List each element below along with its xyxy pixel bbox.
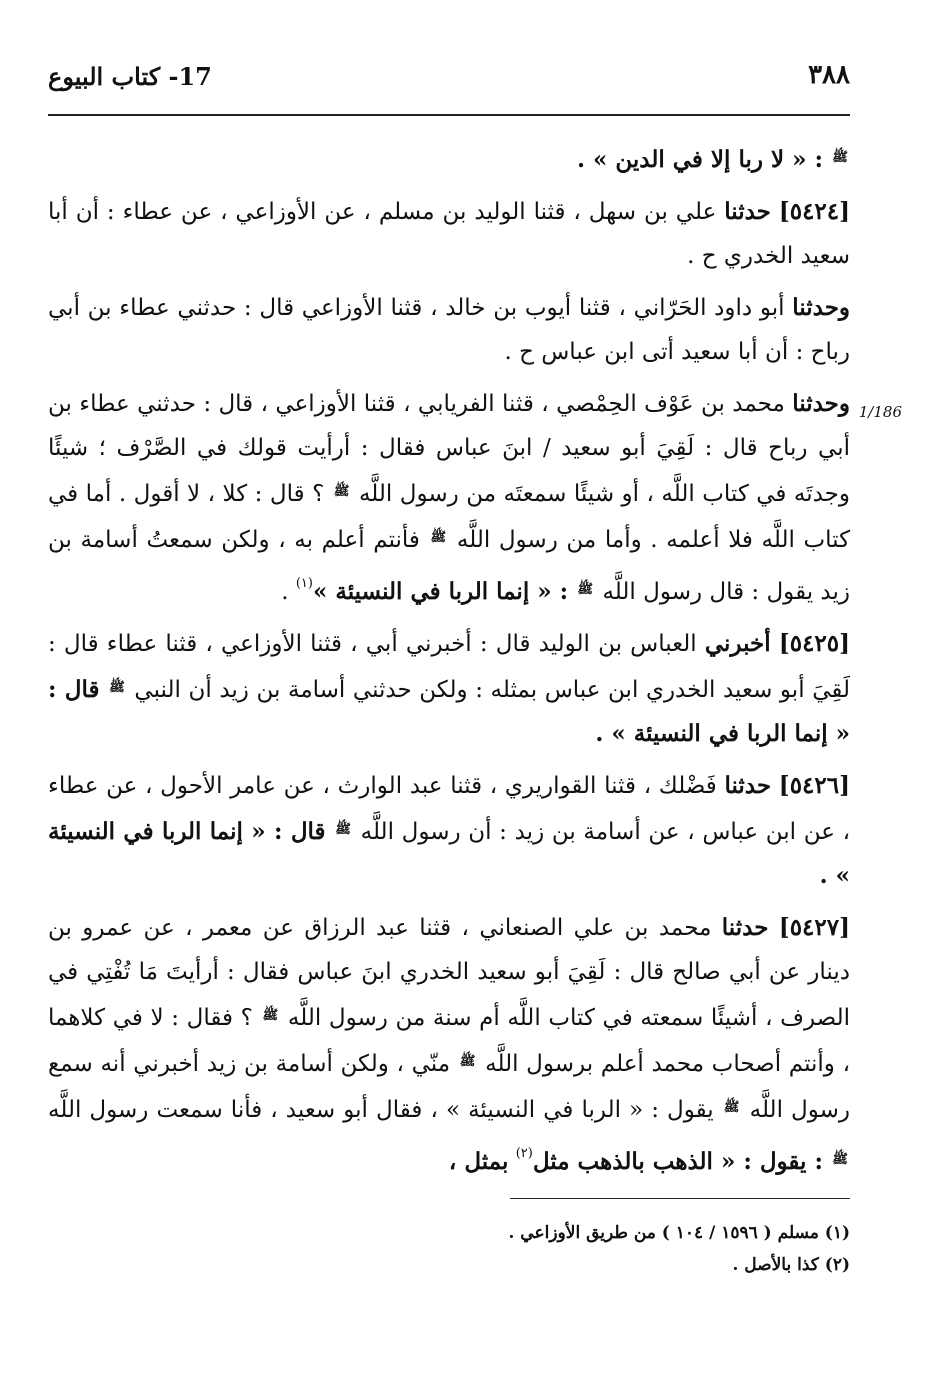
margin-reference: 1/186 [858,403,902,421]
footnote-1: (١) مسلم ( ١٥٩٦ / ١٠٤ ) من طريق الأوزاعي . [508,1223,850,1243]
hadith-text: منّي ، ولكن أسامة بن زيد أخبرني أنه سمع رسول اللَّه [48,1051,851,1123]
period: . [281,579,289,605]
narration-lead: حدثنا [724,198,771,225]
hadith-quote: قال : « إنما الربا في النسيئة » . [48,676,850,747]
hadith-text: بمثل ، [448,1148,509,1175]
hadith-text: ؟ قال : كلا ، لا أقول . أما في كتاب اللَّه فلا أعلمه . وأما من رسول اللَّه [48,481,851,553]
hadith-5424 [48,190,850,278]
hadith-number: [٥٤٢٥] [778,630,851,657]
hadith-5426 [48,764,850,898]
hadith-text: فأنتم أعلم به ، ولكن سمعتُ أسامة بن زيد يقول : قال رسول اللَّه [48,527,850,605]
hadith-text: أبو داود الحَرّاني ، قثنا أيوب بن خالد ، قثنا الأوزاعي قال : حدثني عطاء بن أبي رباح : أن أبا سعيد أتى ابن عباس ح . [48,295,850,365]
hadith-text: علي بن سهل ، قثنا الوليد بن مسلم ، عن الأوزاعي ، عن عطاء : أن أبا سعيد الخدري ح . [48,199,850,269]
hadith-quote: : « إنما الربا في النسيئة » [312,578,569,605]
salawat-glyph: ﷺ [109,680,125,695]
main-text [48,136,902,1184]
running-title: 17- كتاب البيوع [48,62,212,91]
hadith-quote: : « لا ربا إلا في الدين » . [576,146,823,173]
hadith-5427 [48,906,850,1184]
hadith-number: [٥٤٢٧] [778,914,851,941]
narration-lead: أخبرني [704,630,771,657]
hadith-text: يقول : « الربا في النسيئة » ، فقال أبو سعيد ، فأنا سمعت رسول اللَّه [48,1097,714,1123]
narration-lead: حدثنا [721,914,769,941]
salawat-glyph: ﷺ [723,1100,740,1115]
salawat-glyph: ﷺ [459,1054,476,1069]
hadith-text: محمد بن عَوْف الحِمْصي ، قثنا الفريابي ، قثنا الأوزاعي ، قال : حدثني عطاء بن أبي رباح قال : لَقِيَ أبو سعيد / ابنَ عباس فقال : أرأيت قولك في الصَّرْف ؛ شيئًا وجدتَه في كتاب اللَّه ، أو شيئًا سمعتَه من رسول اللَّه [48,391,851,507]
header-rule [48,114,850,116]
salawat-glyph: ﷺ [832,1152,848,1167]
hadith-number: [٥٤٢٦] [778,772,850,799]
narration-lead: حدثنا [724,772,772,799]
hadith-text: محمد بن علي الصنعاني ، قثنا عبد الرزاق عن معمر ، عن عمرو بن دينار عن أبي صالح قال : لَقِيَ أبو سعيد الخدري ابنَ عباس فقال : أرأيتَ مَا تُفْتِي في الصرف ، أشيئًا سمعته في كتاب اللَّه أم سنة من رسول اللَّه [48,915,851,1031]
footnote-2: (٢) كذا بالأصل . [732,1255,850,1275]
footnotes [48,1217,850,1281]
hadith-text: ؟ فقال : لا في كلاهما ، وأنتم أصحاب محمد أعلم برسول اللَّه [48,1005,851,1077]
salawat-glyph: ﷺ [832,150,848,165]
hadith-5425 [48,622,850,756]
salawat-glyph: ﷺ [430,530,447,545]
hadith-text: فَضْلك ، قثنا القواريري ، قثنا عبد الوارث ، عن عامر الأحول ، عن عطاء ، عن ابن عباس ، عن أسامة بن زيد : أن رسول اللَّه [48,773,851,845]
salawat-glyph: ﷺ [577,582,594,597]
footnote-marker: (١) [295,576,313,591]
paragraph-continuation [48,136,850,182]
page [48,56,902,1281]
narration-lead: وحدثنا [792,390,850,417]
salawat-glyph: ﷺ [262,1008,279,1023]
salawat-glyph: ﷺ [333,484,350,499]
hadith-quote: : يقول : « الذهب بالذهب مثل [532,1148,823,1175]
page-header [48,56,850,100]
hadith-quote: قال : « إنما الربا في النسيئة » . [48,818,850,889]
footnote-rule [510,1198,850,1199]
footnote-marker: (٢) [515,1146,533,1161]
hadith-chain-3 [48,382,902,614]
hadith-text: العباس بن الوليد قال : أخبرني أبي ، قثنا الأوزاعي ، قثنا عطاء قال : لَقِيَ أبو سعيد الخدري ابن عباس بمثله : ولكن حدثني أسامة بن زيد أن النبي [48,631,851,703]
hadith-chain-2 [48,286,850,374]
hadith-number: [٥٤٢٤] [778,198,851,225]
salawat-glyph: ﷺ [335,822,351,837]
page-number: ٣٨٨ [808,60,850,90]
narration-lead: وحدثنا [792,294,851,321]
